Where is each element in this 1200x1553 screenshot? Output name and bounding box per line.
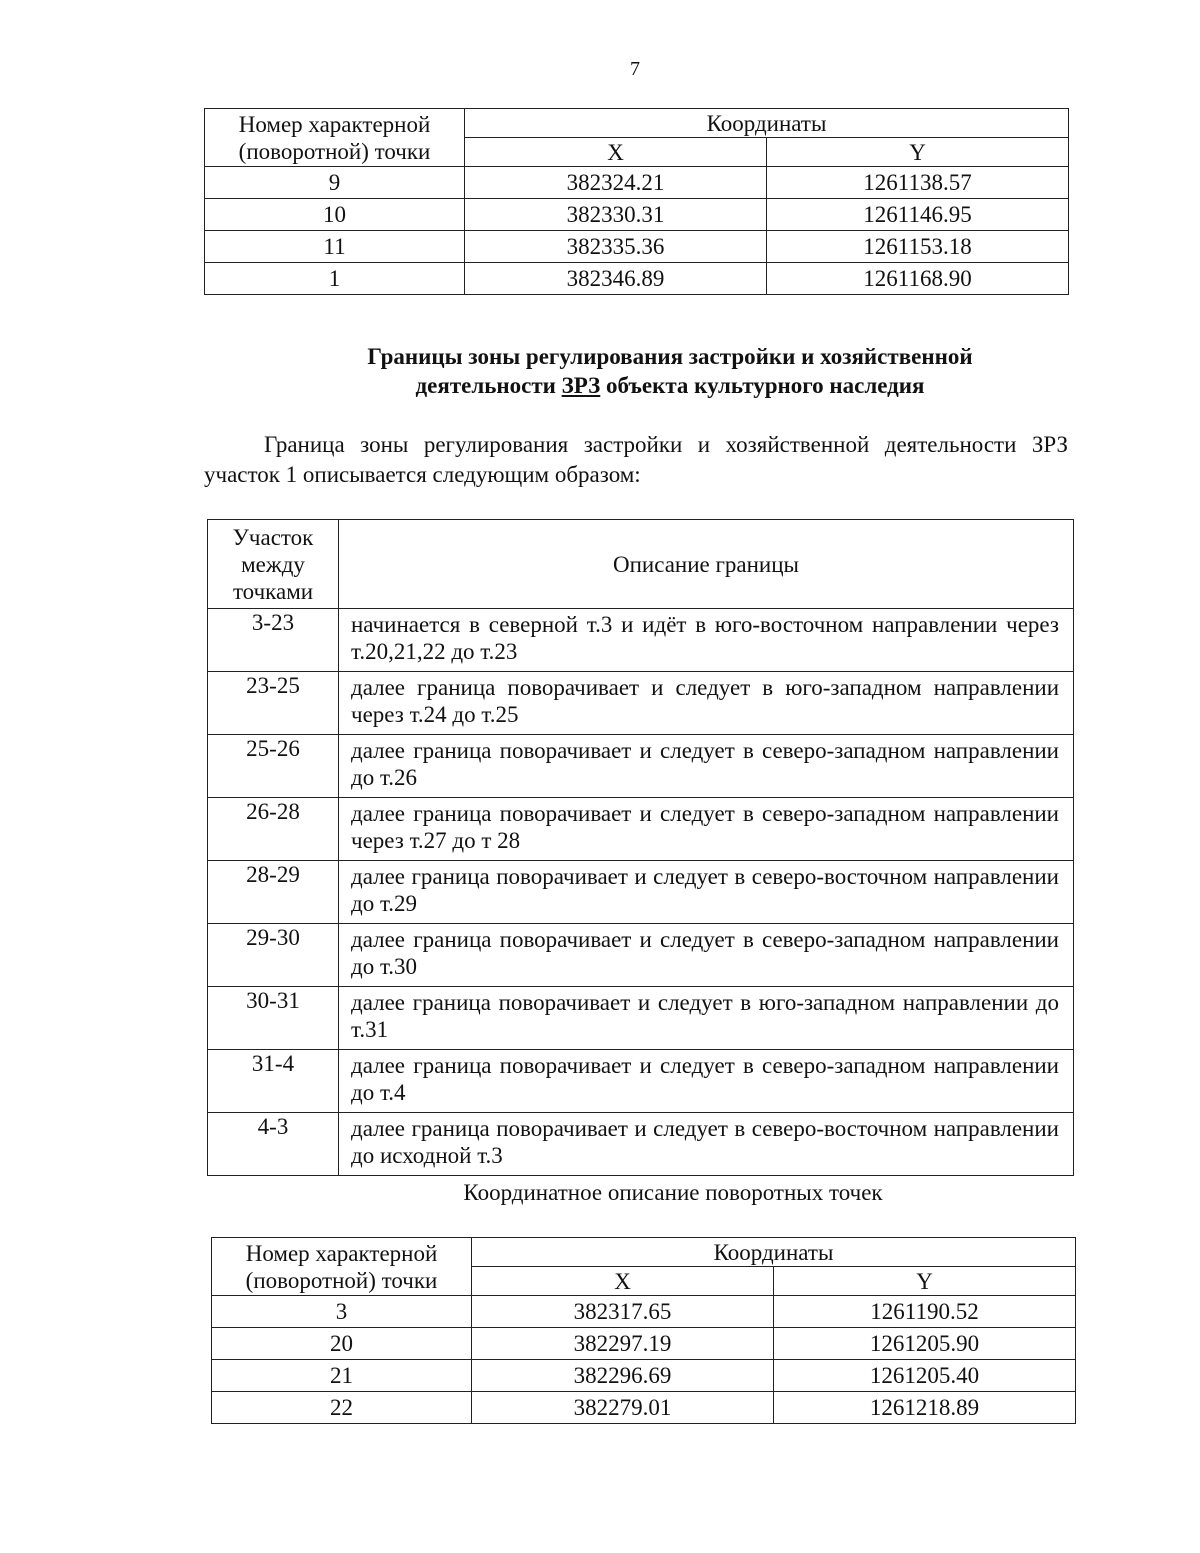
header-x: X: [472, 1267, 774, 1296]
coord-x: 382279.01: [472, 1392, 774, 1424]
segment-description: далее граница поворачивает и следует в северо-восточном направлении до исходной т.3: [339, 1113, 1074, 1176]
header-point-number: Номер характерной (поворотной) точки: [205, 109, 465, 167]
point-number: 22: [212, 1392, 472, 1424]
segment-description: далее граница поворачивает и следует в северо-восточном направлении до т.29: [339, 861, 1074, 924]
table-row: [208, 1113, 1074, 1176]
table-row: [212, 1328, 1076, 1360]
coord-x: 382297.19: [472, 1328, 774, 1360]
segment-description: далее граница поворачивает и следует в юго-западном направлении до т.31: [339, 987, 1074, 1050]
table-row: [208, 672, 1074, 735]
point-number: 1: [205, 263, 465, 295]
coord-y: 1261146.95: [767, 199, 1069, 231]
point-number: 10: [205, 199, 465, 231]
point-number: 20: [212, 1328, 472, 1360]
table-row: [205, 231, 1069, 263]
coord-x: 382330.31: [465, 199, 767, 231]
page-number: 7: [630, 58, 640, 80]
section-title-line-1: Границы зоны регулирования застройки и хозяйственной: [367, 344, 973, 369]
coordinates-caption: Координатное описание поворотных точек: [463, 1180, 883, 1205]
table-row: [208, 987, 1074, 1050]
header-coordinates: Координаты: [465, 109, 1069, 138]
segment-description: далее граница поворачивает и следует в юго-западном направлении через т.24 до т.25: [339, 672, 1074, 735]
coord-x: 382296.69: [472, 1360, 774, 1392]
intro-paragraph: Граница зоны регулирования застройки и хозяйственной деятельности ЗРЗ участок 1 описывается следующим образом:: [204, 432, 1068, 487]
header-description: Описание границы: [339, 520, 1074, 609]
segment: 25-26: [208, 735, 339, 798]
segment: 29-30: [208, 924, 339, 987]
coord-y: 1261205.40: [774, 1360, 1076, 1392]
segment-description: далее граница поворачивает и следует в северо-западном направлении через т.27 до т 28: [339, 798, 1074, 861]
table-row: [208, 798, 1074, 861]
coord-y: 1261168.90: [767, 263, 1069, 295]
table-row: [212, 1360, 1076, 1392]
segment-description: далее граница поворачивает и следует в северо-западном направлении до т.4: [339, 1050, 1074, 1113]
section-title-line-2: [240, 371, 1100, 400]
table-row: [208, 924, 1074, 987]
coord-x: 382324.21: [465, 167, 767, 199]
section-title-line-2-end: объекта культурного наследия: [600, 373, 925, 398]
point-number: 11: [205, 231, 465, 263]
table-row: [208, 735, 1074, 798]
segment-description: далее граница поворачивает и следует в северо-западном направлении до т.26: [339, 735, 1074, 798]
table-row: [205, 199, 1069, 231]
header-segment: Участок между точками: [208, 520, 339, 609]
table-row: [205, 167, 1069, 199]
segment: 31-4: [208, 1050, 339, 1113]
header-y: Y: [767, 138, 1069, 167]
coord-x: 382335.36: [465, 231, 767, 263]
coord-y: 1261153.18: [767, 231, 1069, 263]
coord-y: 1261205.90: [774, 1328, 1076, 1360]
header-coordinates: Координаты: [472, 1238, 1076, 1267]
table-row: [208, 1050, 1074, 1113]
header-x: X: [465, 138, 767, 167]
section-title: [240, 342, 1100, 400]
coordinates-table-1: [204, 108, 1069, 295]
segment: 30-31: [208, 987, 339, 1050]
boundary-description-table: [207, 519, 1074, 1176]
table-row: [208, 609, 1074, 672]
table-row: [208, 861, 1074, 924]
segment: 3-23: [208, 609, 339, 672]
segment: 4-3: [208, 1113, 339, 1176]
segment-description: далее граница поворачивает и следует в северо-западном направлении до т.30: [339, 924, 1074, 987]
point-number: 9: [205, 167, 465, 199]
section-title-line-2-start: деятельности: [415, 373, 562, 398]
coordinates-table-2: [211, 1237, 1076, 1424]
point-number: 21: [212, 1360, 472, 1392]
segment: 28-29: [208, 861, 339, 924]
header-y: Y: [774, 1267, 1076, 1296]
table-row: [212, 1296, 1076, 1328]
segment: 26-28: [208, 798, 339, 861]
zone-abbreviation: ЗРЗ: [561, 373, 601, 398]
segment-description: начинается в северной т.3 и идёт в юго-восточном направлении через т.20,21,22 до т.23: [339, 609, 1074, 672]
table-row: [212, 1392, 1076, 1424]
coord-x: 382346.89: [465, 263, 767, 295]
coord-y: 1261218.89: [774, 1392, 1076, 1424]
segment: 23-25: [208, 672, 339, 735]
coord-y: 1261190.52: [774, 1296, 1076, 1328]
coord-x: 382317.65: [472, 1296, 774, 1328]
header-point-number: Номер характерной (поворотной) точки: [212, 1238, 472, 1296]
table-row: [205, 263, 1069, 295]
point-number: 3: [212, 1296, 472, 1328]
coord-y: 1261138.57: [767, 167, 1069, 199]
